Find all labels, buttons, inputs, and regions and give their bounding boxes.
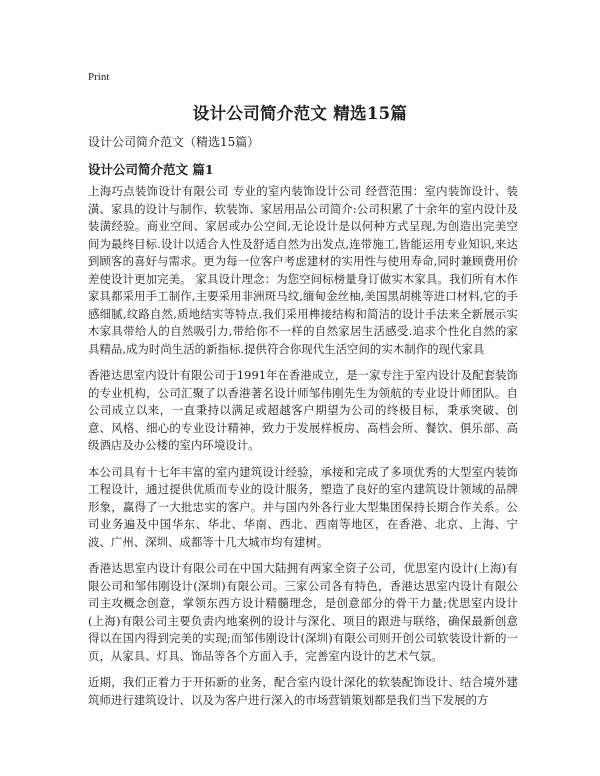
paragraph-5: 近期，我们正着力于开拓新的业务，配合室内设计深化的软装配饰设计、结合境外建筑师进行建筑设计、以及为客户进行深入的市场营销策划都是我们当下发展的方 [88,675,518,707]
document-title: 设计公司简介范文 精选15篇 [192,104,408,123]
paragraph-1: 上海巧点装饰设计有限公司 专业的室内装饰设计公司 经营范围：室内装饰设计、装潢、家具的设计与制作、软装饰、家居用品公司简介:公司积累了十余年的室内设计及装潢经验。商业空间、家居或办公空间,无论设计是以何种方式呈现,为创造出完美空间为最终目标.设计以适合人性及舒适自然为出发点,连带施工,皆能运用专业知识,来达到顾客的喜好与需求。更为每一位客户考虑建材的实用性与使用寿命,同时兼顾费用价差使设计更加完美。 家具设计理念：为您空间标榜量身订做实木家具。我们所有木作家具都采用手工制作,主要采用非洲斑马纹,缅甸金丝柚,美国黑胡桃等进口材料,它的手感细腻,纹路自然,质地结实等特点.我们采用榫接结构和简洁的设计手法来全新展示实木家具带给人的自然吸引力,带给你不一样的自然家居生活感受.追求个性化自然的家具精品,成为时尚生活的新指标.提供符合你现代生活空间的实木制作的现代家具 [88,184,518,356]
document-body [88,183,518,709]
section-heading: 设计公司简介范文 篇1 [88,162,214,177]
paragraph-3: 本公司具有十七年丰富的室内建筑设计经验，承接和完成了多项优秀的大型室内装饰工程设计，通过提供优质而专业的设计服务，塑造了良好的室内建筑设计领域的品牌形象，赢得了一大批忠实的客户。并与国内外各行业大型集团保持长期合作关系。公司业务遍及中国华东、华北、华南、西北、西南等地区，在香港、北京、上海、宁波、广州、深圳、成都等十几大城市均有建树。 [88,464,518,549]
paragraph-2: 香港达思室内设计有限公司于1991年在香港成立，是一家专注于室内设计及配套装饰的专业机构，公司汇聚了以香港著名设计师邹伟刚先生为领航的专业设计师团队。自公司成立以来，一直秉持以满足或超越客户期望为公司的终极目标，秉承突破、创意、风格、细心的专业设计精神，致力于发展样板房、高档会所、餐饮、俱乐部、高级酒店及办公楼的室内环境设计。 [88,368,518,452]
document-subtitle: 设计公司简介范文（精选15篇） [88,135,260,149]
print-label[interactable]: Print [88,71,110,83]
paragraph-4: 香港达思室内设计有限公司在中国大陆拥有两家全资子公司，优思室内设计(上海)有限公司和邹伟刚设计(深圳)有限公司。三家公司各有特色，香港达思室内设计有限公司主攻概念创意，掌领东西方设计精髓理念，是创意部分的骨干力量;优思室内设计(上海)有限公司主要负责内地案例的设计与深化、项目的跟进与联络，确保最新创意得以在国内得到完美的实现;而邹伟刚设计(深圳)有限公司则开创公司软装设计新的一页，从家具、灯具、饰品等各个方面入手，完善室内设计的艺术气氛。 [88,561,518,663]
